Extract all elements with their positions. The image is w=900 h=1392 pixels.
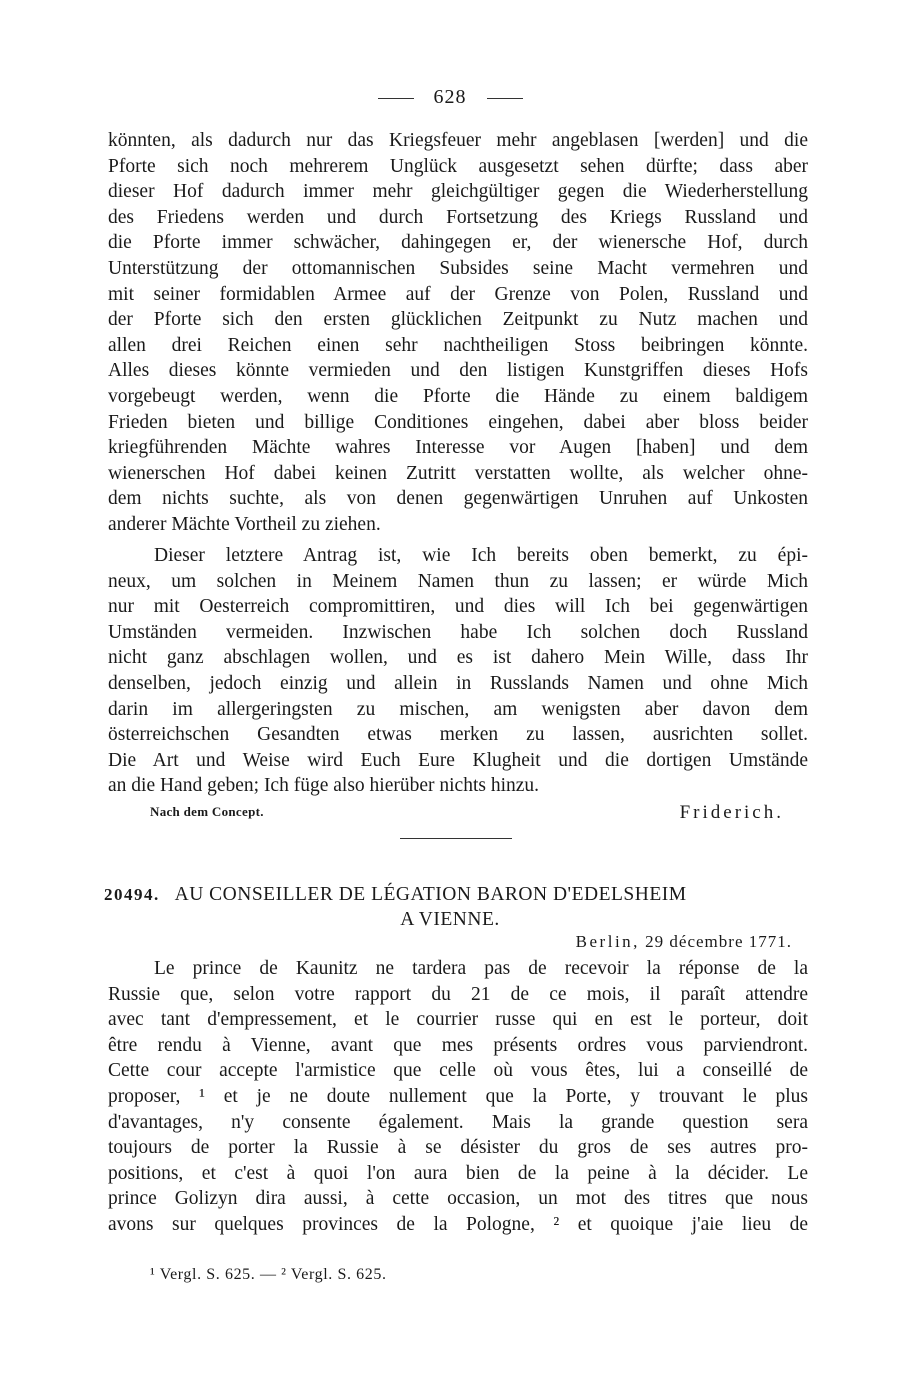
text-line: toujours de porter la Russie à se désister du gros de ses autres pro- xyxy=(108,1137,808,1159)
text-line: avec tant d'empressement, et le courrier russe qui en est le porteur, doit xyxy=(108,1009,808,1031)
signature-name: Friderich. xyxy=(679,802,784,823)
section-divider xyxy=(400,838,512,839)
text-line: darin im allergeringsten zu mischen, am wenigsten aber davon dem xyxy=(108,698,808,720)
text-line: positions, et c'est à quoi l'on aura bien de la peine à la décider. Le xyxy=(108,1162,808,1184)
text-line: Die Art und Weise wird Euch Eure Klugheit und die dortigen Umstände xyxy=(108,749,808,771)
header-rule-right xyxy=(487,98,523,99)
text-line: dieser Hof dadurch immer mehr gleichgültiger gegen die Wiederherstellung xyxy=(108,181,808,203)
text-line: der Pforte sich den ersten glücklichen Zeitpunkt zu Nutz machen und xyxy=(108,309,808,331)
text-line: neux, um solchen in Meinem Namen thun zu lassen; er würde Mich xyxy=(108,570,808,592)
text-line: vorgebeugt werden, wenn die Pforte die Hände zu einem baldigem xyxy=(108,385,808,407)
footnotes: ¹ Vergl. S. 625. — ² Vergl. S. 625. xyxy=(150,1266,387,1283)
text-line: Cette cour accepte l'armistice que celle où vous êtes, lui a conseillé de xyxy=(108,1060,808,1082)
text-line: Frieden bieten und billige Conditiones eingehen, dabei aber bloss beider xyxy=(108,411,808,433)
dateline-place: Berlin, xyxy=(575,932,640,951)
text-line: könnten, als dadurch nur das Kriegsfeuer mehr angeblasen [werden] und die xyxy=(108,130,808,151)
german-paragraph-2 xyxy=(108,543,808,799)
text-line: Alles dieses könnte vermieden und den listigen Kunstgriffen dieses Hofs xyxy=(108,360,808,382)
text-line: anderer Mächte Vortheil zu ziehen. xyxy=(108,513,381,535)
text-line: Pforte sich noch mehrerem Unglück ausgesetzt sehen dürfte; dass aber xyxy=(108,155,808,177)
text-line: Russie que, selon votre rapport du 21 de ce mois, il paraît attendre xyxy=(108,983,808,1005)
text-line: Umständen vermeiden. Inzwischen habe Ich solchen doch Russland xyxy=(108,621,808,643)
document-title-line2: A VIENNE. xyxy=(400,909,500,930)
dateline xyxy=(576,932,792,952)
source-note: Nach dem Concept. xyxy=(150,804,264,819)
text-line: nicht ganz abschlagen wollen, und es ist dahero Mein Wille, dass Ihr xyxy=(108,647,808,669)
text-line: mit seiner formidablen Armee auf der Grenze von Polen, Russland und xyxy=(108,283,808,305)
text-line: dem nichts suchte, als von denen gegenwärtigen Unruhen auf Unkosten xyxy=(108,488,808,510)
text-line: Dieser letztere Antrag ist, wie Ich bereits oben bemerkt, zu épi- xyxy=(154,545,808,566)
page-header xyxy=(0,86,900,109)
text-line: die Pforte immer schwächer, dahingegen er, der wienersche Hof, durch xyxy=(108,232,808,254)
text-line: nur mit Oesterreich compromittiren, und dies will Ich bei gegenwärtigen xyxy=(108,596,808,618)
text-line: kriegführenden Mächte wahres Interesse vor Augen [haben] und dem xyxy=(108,437,808,459)
text-line: wienerschen Hof dabei keinen Zutritt verstatten wollte, als welcher ohne- xyxy=(108,462,808,484)
document-number: 20494. xyxy=(104,885,160,904)
text-line: avons sur quelques provinces de la Pologne, ² et quoique j'aie lieu de xyxy=(108,1213,808,1235)
text-line: être rendu à Vienne, avant que mes présents ordres vous parviendront. xyxy=(108,1034,808,1056)
text-line: österreichschen Gesandten etwas merken zu lassen, ausrichten sollet. xyxy=(108,724,808,746)
document-title xyxy=(104,884,804,906)
header-rule-left xyxy=(378,98,414,99)
document-title-line1: AU CONSEILLER DE LÉGATION BARON D'EDELSHEIM xyxy=(174,884,687,905)
text-line: denselben, jedoch einzig und allein in Russlands Namen und ohne Mich xyxy=(108,672,808,694)
text-line: prince Golizyn dira aussi, à cette occasion, un mot des titres que nous xyxy=(108,1188,808,1210)
text-line: Unterstützung der ottomannischen Subsides seine Macht vermehren und xyxy=(108,257,808,279)
text-line: Le prince de Kaunitz ne tardera pas de recevoir la réponse de la xyxy=(154,958,808,979)
text-line: an die Hand geben; Ich füge also hierüber nichts hinzu. xyxy=(108,775,540,797)
text-line: allen drei Reichen einen sehr nachtheiligen Stoss beibringen könnte. xyxy=(108,334,808,356)
text-line: des Friedens werden und durch Fortsetzung des Kriegs Russland und xyxy=(108,206,808,228)
french-paragraph xyxy=(108,956,808,1238)
text-line: d'avantages, n'y consente également. Mais la grande question sera xyxy=(108,1111,808,1133)
dateline-date: 29 décembre 1771. xyxy=(645,932,792,951)
signature-row xyxy=(150,802,784,826)
page-number: 628 xyxy=(433,86,467,108)
german-paragraph-1 xyxy=(108,128,808,538)
text-line: proposer, ¹ et je ne doute nullement que la Porte, y trouvant le plus xyxy=(108,1085,808,1107)
